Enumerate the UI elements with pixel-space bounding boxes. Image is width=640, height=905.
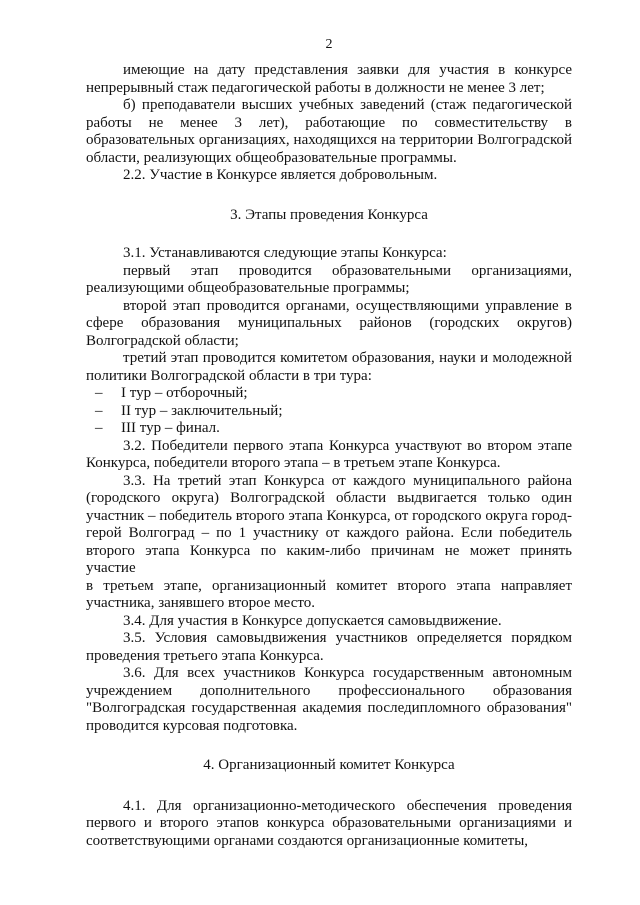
list-item-text: III тур – финал.	[121, 420, 220, 436]
list-dash: –	[95, 402, 103, 419]
stage-list	[86, 385, 572, 438]
document-body	[86, 62, 572, 850]
paragraph: 2.2. Участие в Конкурсе является добровольным.	[123, 167, 438, 183]
list-item	[95, 403, 572, 421]
paragraph: 3.1. Устанавливаются следующие этапы Конкурса:	[123, 245, 447, 261]
paragraph: 3.5. Условия самовыдвижения участников определяется порядком проведения третьего этапа Конкурса.	[86, 630, 572, 664]
list-item-text: I тур – отборочный;	[121, 385, 248, 401]
section-heading: 4. Организационный комитет Конкурса	[203, 757, 455, 773]
paragraph: 3.4. Для участия в Конкурсе допускается самовыдвижение.	[123, 612, 502, 629]
paragraph: 3.6. Для всех участников Конкурса государственным автономным учреждением дополнительного профессионального образования "Волгоградская государственная академия последипломного образования" проводится курсовая подготовка.	[86, 665, 572, 734]
paragraph: второй этап проводится органами, осуществляющими управление в сфере образования муниципальных районов (городских округов) Волгоградской области;	[86, 297, 572, 349]
paragraph: 3.3. На третий этап Конкурса от каждого муниципального района (городского округа) Волгоградской области выдвигается только один участник – победитель второго этапа Конкурса, от городского округа город-герой Волгоград – по 1 участнику от каждого района. Если победитель второго этапа Конкурса по каким-либо причинам не может принять участие	[86, 472, 572, 576]
paragraph: имеющие на дату представления заявки для участия в конкурсе непрерывный стаж педагогической работы в должности не менее 3 лет;	[86, 62, 572, 96]
paragraph: первый этап проводится образовательными организациями, реализующими общеобразовательные программы;	[86, 262, 572, 296]
paragraph: третий этап проводится комитетом образования, науки и молодежной политики Волгоградской области в три тура:	[86, 350, 572, 384]
paragraph: 4.1. Для организационно-методического обеспечения проведения первого и второго этапов конкурса образовательными организациями и соответствующими органами создаются организационные комитеты,	[86, 797, 572, 849]
list-item	[95, 385, 572, 403]
section-heading: 3. Этапы проведения Конкурса	[230, 206, 428, 223]
list-dash: –	[95, 385, 103, 401]
list-item	[95, 420, 572, 438]
list-dash: –	[95, 420, 103, 436]
paragraph: 3.2. Победители первого этапа Конкурса участвуют во втором этапе Конкурса, победители второго этапа – в третьем этапе Конкурса.	[86, 437, 572, 471]
paragraph: б) преподаватели высших учебных заведений (стаж педагогической работы не менее 3 лет), работающие по совместительству в образовательных организациях, находящихся на территории Волгоградской области, реализующих общеобразовательные программы.	[86, 97, 572, 166]
page-number: 2	[325, 37, 333, 52]
paragraph: в третьем этапе, организационный комитет второго этапа направляет участника, занявшего второе место.	[86, 577, 572, 611]
list-item-text: II тур – заключительный;	[121, 402, 283, 419]
